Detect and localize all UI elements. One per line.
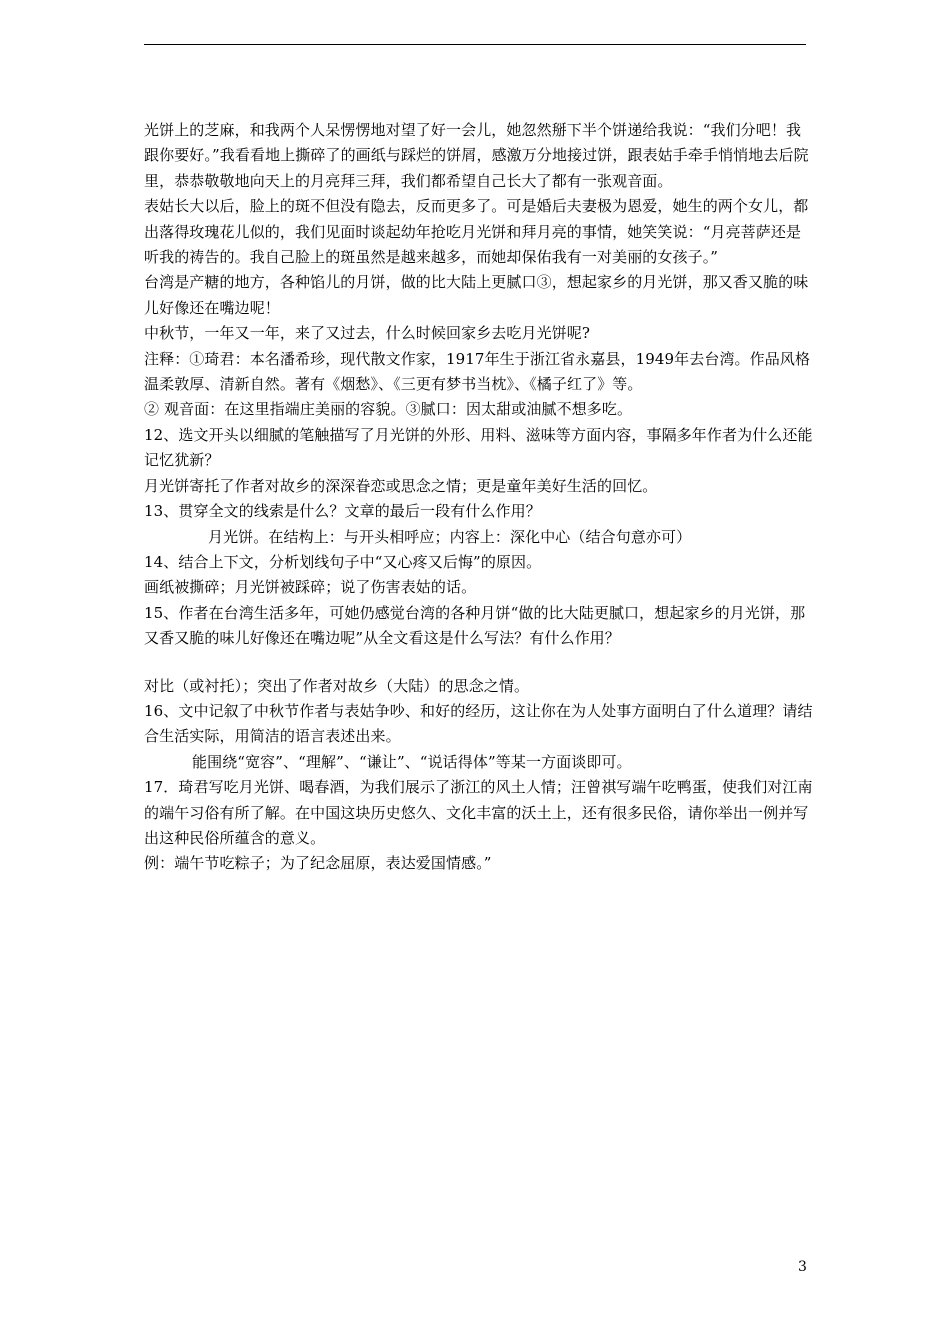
paragraph: 光饼上的芝麻，和我两个人呆愣愣地对望了好一会儿，她忽然掰下半个饼递给我说：“我们分吧！我跟你要好。”我看看地上撕碎了的画纸与踩烂的饼屑，感激万分地接过饼，跟表姑手牵手悄悄地去后院里，恭恭敬敬地向天上的月亮拜三拜，我们都希望自己长大了都有一张观音面。 [144, 121, 809, 190]
answer-12: 月光饼寄托了作者对故乡的深深眷恋或思念之情；更是童年美好生活的回忆。 [144, 476, 658, 495]
question-15: 15、作者在台湾生活多年，可她仍感觉台湾的各种月饼“做的比大陆更腻口，想起家乡的月光饼，那又香又脆的味儿好像还在嘴边呢”从全文看这是什么写法？有什么作用？ [144, 603, 806, 648]
footnote: 注释：①琦君：本名潘希珍，现代散文作家，1917年生于浙江省永嘉县，1949年去台湾。作品风格温柔敦厚、清新自然。著有《烟愁》、《三更有梦书当枕》、《橘子红了》等。 [144, 349, 811, 394]
page-number: 3 [798, 1259, 807, 1275]
answer-16: 能围绕“宽容”、“理解”、“谦让”、“说话得体”等某一方面谈即可。 [192, 752, 632, 771]
question-14: 14、结合上下文，分析划线句子中“又心疼又后悔”的原因。 [144, 552, 542, 571]
question-13: 13、贯穿全文的线索是什么？文章的最后一段有什么作用？ [144, 502, 541, 521]
question-12: 12、选文开头以细腻的笔触描写了月光饼的外形、用料、滋味等方面内容，事隔多年作者为什么还能记忆犹新？ [144, 425, 813, 470]
answer-14: 画纸被撕碎；月光饼被踩碎；说了伤害表姑的话。 [144, 578, 477, 597]
question-17: 17．琦君写吃月光饼、喝春酒，为我们展示了浙江的风土人情；汪曾祺写端午吃鸭蛋，使我们对江南的端午习俗有所了解。在中国这块历史悠久、文化丰富的沃土上，还有很多民俗，请你举出一例并写出这种民俗所蕴含的意义。 [144, 778, 813, 847]
footnote: ② 观音面：在这里指端庄美丽的容貌。③腻口：因太甜或油腻不想多吃。 [144, 400, 633, 419]
paragraph: 表姑长大以后，脸上的斑不但没有隐去，反而更多了。可是婚后夫妻极为恩爱，她生的两个女儿，都出落得玫瑰花儿似的，我们见面时谈起幼年抢吃月光饼和拜月亮的事情，她笑笑说：“月亮菩萨还是听我的祷告的。我自己脸上的斑虽然是越来越多，而她却保佑我有一对美丽的女孩子。” [144, 197, 809, 267]
paragraph: 台湾是产糖的地方，各种馅儿的月饼，做的比大陆上更腻口③，想起家乡的月光饼，那又香又脆的味儿好像还在嘴边呢！ [144, 273, 809, 317]
document-body [144, 118, 814, 877]
blank-line [144, 652, 814, 674]
header-rule [144, 44, 806, 45]
question-16: 16、文中记叙了中秋节作者与表姑争吵、和好的经历，这让你在为人处事方面明白了什么道理？请结合生活实际，用简洁的语言表述出来。 [144, 701, 813, 746]
answer-13: 月光饼。在结构上：与开头相呼应；内容上：深化中心（结合句意亦可） [208, 527, 692, 546]
paragraph: 中秋节，一年又一年，来了又过去，什么时候回家乡去吃月光饼呢? [144, 324, 591, 343]
answer-15: 对比（或衬托）；突出了作者对故乡（大陆）的思念之情。 [144, 676, 530, 695]
answer-17: 例：端午节吃粽子；为了纪念屈原，表达爱国情感。” [144, 854, 492, 873]
